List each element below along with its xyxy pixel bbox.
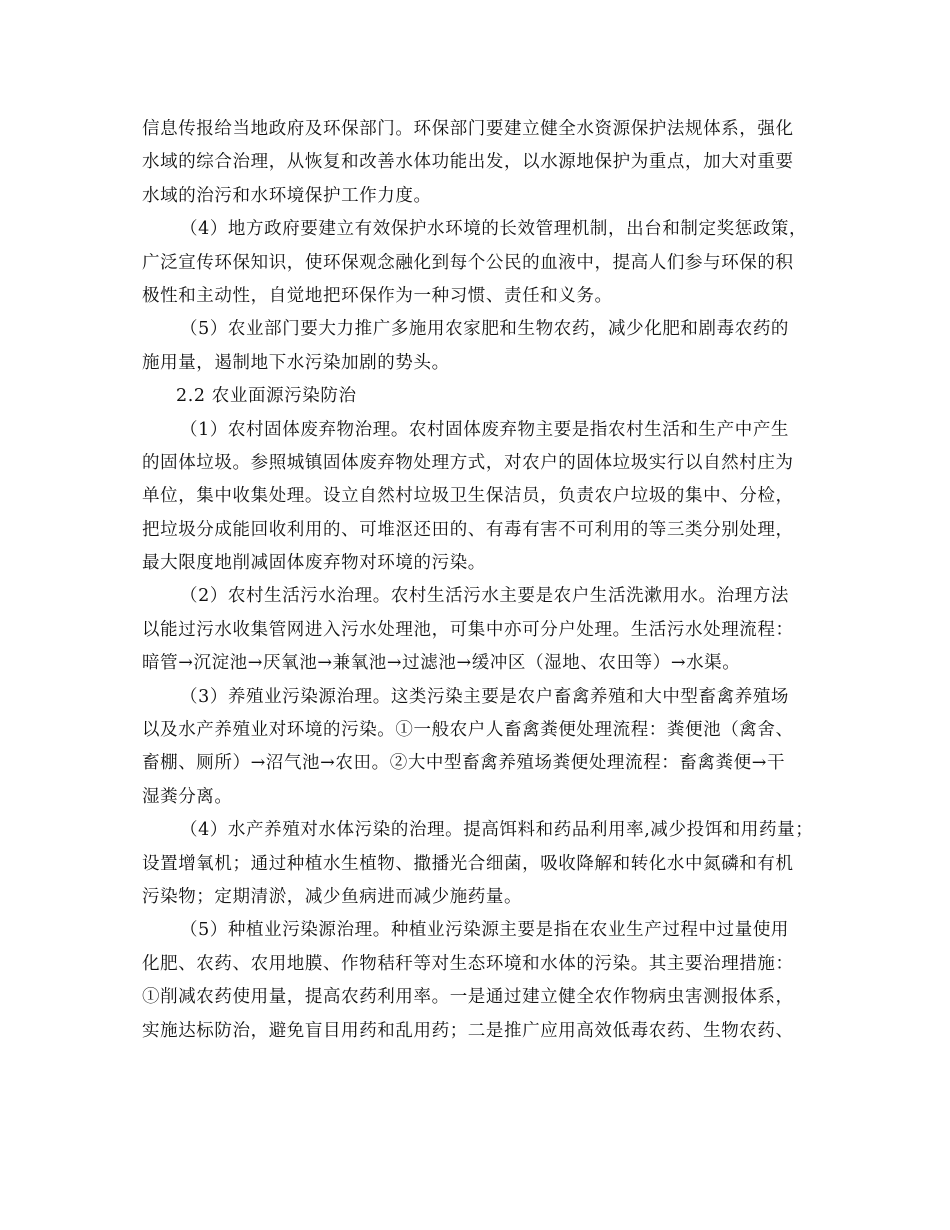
text-line: （1）农村固体废弃物治理。农村固体废弃物主要是指农村生活和生产中产生: [180, 419, 790, 440]
paragraph-item-4-government: [142, 213, 822, 313]
text-line: 单位，集中收集处理。设立自然村垃圾卫生保洁员，负责农户垃圾的集中、分检，: [142, 486, 794, 507]
text-line: 以能过污水收集管网进入污水处理池，可集中亦可分户处理。生活污水处理流程：: [142, 619, 794, 640]
text-line: 极性和主动性，自觉地把环保作为一种习惯、责任和义务。: [142, 285, 613, 306]
text-line: 设置增氧机；通过种植水生植物、撒播光合细菌，吸收降解和转化水中氮磷和有机: [142, 853, 794, 874]
text-line: 把垃圾分成能回收利用的、可堆沤还田的、有毒有害不可利用的等三类分别处理，: [142, 519, 794, 540]
text-line: 污染物；定期清淤，减少鱼病进而减少施药量。: [142, 886, 523, 907]
text-line: 信息传报给当地政府及环保部门。环保部门要建立健全水资源保护法规体系，强化: [142, 119, 794, 139]
text-line: 水域的综合治理，从恢复和改善水体功能出发，以水源地保护为重点，加大对重要: [142, 152, 794, 173]
text-line: 施用量，遏制地下水污染加剧的势头。: [142, 352, 450, 373]
text-line: 以及水产养殖业对环境的污染。①一般农户人畜禽粪便处理流程：粪便池（禽舍、: [142, 720, 794, 741]
paragraph-item-5-agriculture: [142, 313, 822, 380]
paragraph-sewage: [142, 580, 822, 680]
section-heading-2-2: [142, 380, 822, 413]
text-line: 的固体垃圾。参照城镇固体废弃物处理方式，对农户的固体垃圾实行以自然村庄为: [142, 452, 794, 473]
text-line: 广泛宣传环保知识，使环保观念融化到每个公民的血液中，提高人们参与环保的积: [142, 252, 794, 273]
text-line: 最大限度地削减固体废弃物对环境的污染。: [142, 553, 486, 574]
text-line: 暗管→沉淀池→厌氧池→兼氧池→过滤池→缓冲区（湿地、农田等）→水渠。: [142, 653, 741, 674]
paragraph-planting: [142, 914, 822, 1048]
paragraph-livestock: [142, 681, 822, 815]
paragraph-solid-waste: [142, 414, 822, 581]
text-line: （2）农村生活污水治理。农村生活污水主要是农户生活洗漱用水。治理方法: [180, 586, 790, 607]
section-title: 2.2 农业面源污染防治: [176, 386, 357, 407]
text-line: （5）农业部门要大力推广多施用农家肥和生物农药，减少化肥和剧毒农药的: [180, 319, 790, 340]
text-line: （3）养殖业污染源治理。这类污染主要是农户畜禽养殖和大中型畜禽养殖场: [180, 686, 790, 707]
text-line: （5）种植业污染源治理。种植业污染源主要是指在农业生产过程中过量使用: [180, 920, 790, 941]
paragraph-continuation: [142, 113, 822, 213]
text-line: 化肥、农药、农用地膜、作物秸秆等对生态环境和水体的污染。其主要治理措施：: [142, 953, 794, 974]
text-line: ①削减农药使用量，提高农药利用率。一是通过建立健全农作物病虫害测报体系，: [142, 987, 794, 1008]
paragraph-aquaculture: [142, 814, 822, 914]
text-line: 实施达标防治，避免盲目用药和乱用药；二是推广应用高效低毒农药、生物农药、: [142, 1020, 794, 1041]
text-line: （4）地方政府要建立有效保护水环境的长效管理机制，出台和制定奖惩政策，: [180, 219, 808, 240]
document-body: [142, 113, 822, 1048]
text-line: 畜棚、厕所）→沼气池→农田。②大中型畜禽养殖场粪便处理流程：畜禽粪便→干: [142, 753, 786, 774]
text-line: （4）水产养殖对水体污染的治理。提高饵料和药品利用率,减少投饵和用药量；: [180, 820, 814, 841]
text-line: 湿粪分离。: [142, 786, 233, 807]
text-line: 水域的治污和水环境保护工作力度。: [142, 185, 432, 206]
